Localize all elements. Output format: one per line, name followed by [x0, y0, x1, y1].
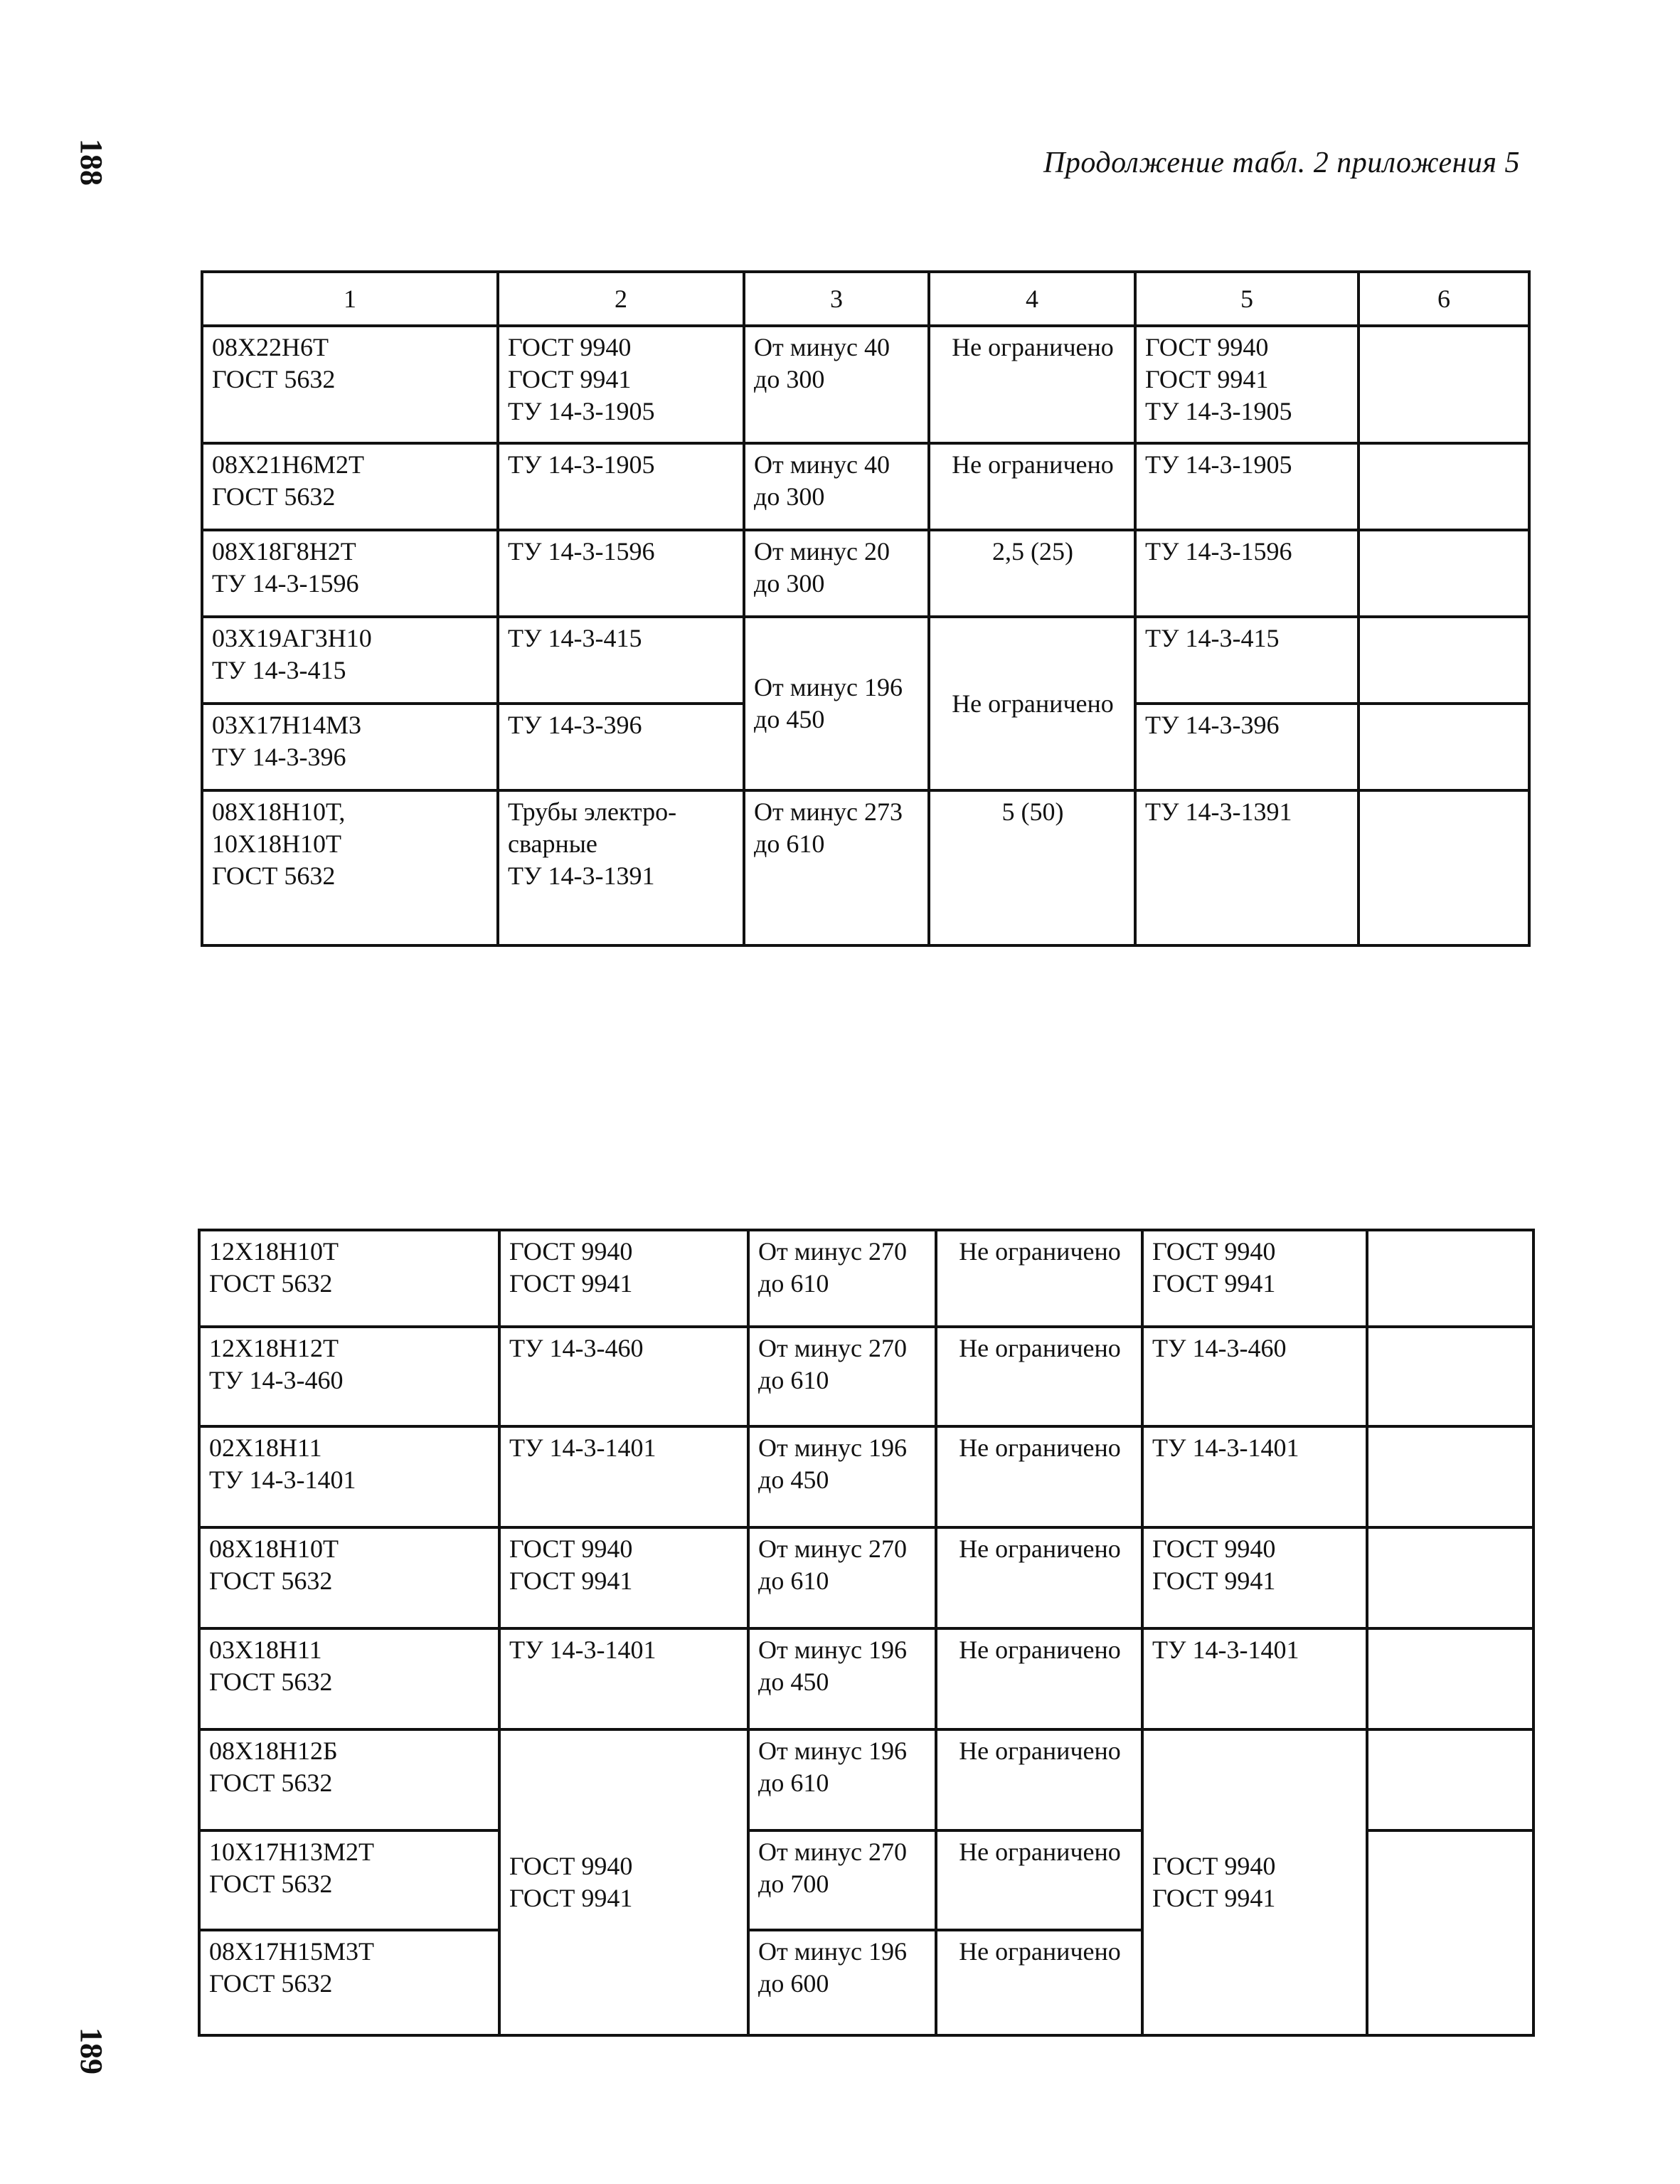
temperature-cell: От минус 270 до 610	[748, 1327, 936, 1426]
pressure-cell: Не ограничено	[936, 1230, 1142, 1327]
test-standard-cell: ГОСТ 9940 ГОСТ 9941	[1142, 1230, 1367, 1327]
pipe-standard-cell: ТУ 14-3-1401	[499, 1628, 748, 1729]
test-standard-cell: ТУ 14-3-1401	[1142, 1628, 1367, 1729]
temperature-cell: От минус 273 до 610	[744, 790, 929, 945]
steel-grade-cell: 08Х18Н10Т, 10Х18Н10Т ГОСТ 5632	[202, 790, 498, 945]
note-cell	[1367, 1628, 1533, 1729]
header-cell: 4	[929, 272, 1135, 326]
pressure-cell: Не ограничено	[936, 1930, 1142, 2035]
temperature-cell: От минус 270 до 610	[748, 1527, 936, 1628]
temperature-cell: От минус 196 до 450	[748, 1628, 936, 1729]
table-row	[202, 443, 1529, 530]
pressure-cell: 2,5 (25)	[929, 530, 1135, 617]
note-cell	[1359, 617, 1529, 704]
table-row	[199, 1327, 1533, 1426]
note-cell	[1367, 1230, 1533, 1327]
page-heading: Продолжение табл. 2 приложения 5	[1043, 147, 1520, 179]
steel-grade-cell: 10Х17Н13М2Т ГОСТ 5632	[199, 1830, 499, 1930]
pressure-cell: Не ограничено	[929, 617, 1135, 790]
table-row	[199, 1426, 1533, 1527]
steel-grade-cell: 08Х17Н15М3Т ГОСТ 5632	[199, 1930, 499, 2035]
table-row	[199, 1230, 1533, 1327]
pipe-standard-cell: ТУ 14-3-1401	[499, 1426, 748, 1527]
note-cell	[1367, 1830, 1533, 2035]
pressure-cell: Не ограничено	[936, 1327, 1142, 1426]
test-standard-cell: ТУ 14-3-1596	[1135, 530, 1359, 617]
table-row	[199, 1628, 1533, 1729]
steel-grade-cell: 08Х21Н6М2Т ГОСТ 5632	[202, 443, 498, 530]
temperature-cell: От минус 196 до 600	[748, 1930, 936, 2035]
steel-grade-cell: 02Х18Н11 ТУ 14-3-1401	[199, 1426, 499, 1527]
pressure-cell: Не ограничено	[936, 1426, 1142, 1527]
pipe-standard-cell: ГОСТ 9940 ГОСТ 9941	[499, 1527, 748, 1628]
table-bottom	[198, 1229, 1535, 2037]
test-standard-cell: ТУ 14-3-1391	[1135, 790, 1359, 945]
note-cell	[1359, 326, 1529, 443]
test-standard-cell: ГОСТ 9940 ГОСТ 9941	[1142, 1527, 1367, 1628]
steel-grade-cell: 03Х17Н14М3 ТУ 14-3-396	[202, 704, 498, 790]
pipe-standard-cell: ТУ 14-3-1905	[498, 443, 744, 530]
note-cell	[1359, 443, 1529, 530]
pressure-cell: Не ограничено	[936, 1729, 1142, 1830]
temperature-cell: От минус 270 до 700	[748, 1830, 936, 1930]
note-cell	[1367, 1729, 1533, 1830]
test-standard-cell: ТУ 14-3-1905	[1135, 443, 1359, 530]
test-standard-cell: ТУ 14-3-396	[1135, 704, 1359, 790]
temperature-cell: От минус 196 до 610	[748, 1729, 936, 1830]
temperature-cell: От минус 196 до 450	[748, 1426, 936, 1527]
test-standard-cell: ТУ 14-3-415	[1135, 617, 1359, 704]
test-standard-cell: ТУ 14-3-1401	[1142, 1426, 1367, 1527]
header-cell: 2	[498, 272, 744, 326]
steel-grade-cell: 03Х19АГ3Н10 ТУ 14-3-415	[202, 617, 498, 704]
pressure-cell: Не ограничено	[929, 443, 1135, 530]
pipe-standard-cell: ТУ 14-3-396	[498, 704, 744, 790]
page-number-top: 188	[74, 139, 109, 186]
pressure-cell: 5 (50)	[929, 790, 1135, 945]
note-cell	[1367, 1527, 1533, 1628]
note-cell	[1367, 1426, 1533, 1527]
steel-grade-cell: 03Х18Н11 ГОСТ 5632	[199, 1628, 499, 1729]
pressure-cell: Не ограничено	[929, 326, 1135, 443]
table-row	[202, 530, 1529, 617]
table-header-row	[202, 272, 1529, 326]
steel-grade-cell: 12Х18Н10Т ГОСТ 5632	[199, 1230, 499, 1327]
steel-grade-cell: 08Х22Н6Т ГОСТ 5632	[202, 326, 498, 443]
pipe-standard-cell: ГОСТ 9940 ГОСТ 9941	[499, 1230, 748, 1327]
note-cell	[1367, 1327, 1533, 1426]
pressure-cell: Не ограничено	[936, 1830, 1142, 1930]
pressure-cell: Не ограничено	[936, 1628, 1142, 1729]
note-cell	[1359, 790, 1529, 945]
pipe-standard-cell: ТУ 14-3-1596	[498, 530, 744, 617]
steel-grade-cell: 12Х18Н12Т ТУ 14-3-460	[199, 1327, 499, 1426]
table-row	[199, 1527, 1533, 1628]
table-row	[199, 1729, 1533, 1830]
table-row	[202, 617, 1529, 704]
header-cell: 3	[744, 272, 929, 326]
header-cell: 6	[1359, 272, 1529, 326]
note-cell	[1359, 704, 1529, 790]
steel-grade-cell: 08Х18Г8Н2Т ТУ 14-3-1596	[202, 530, 498, 617]
temperature-cell: От минус 20 до 300	[744, 530, 929, 617]
header-cell: 1	[202, 272, 498, 326]
header-cell: 5	[1135, 272, 1359, 326]
pipe-standard-cell: ТУ 14-3-460	[499, 1327, 748, 1426]
steel-grade-cell: 08Х18Н10Т ГОСТ 5632	[199, 1527, 499, 1628]
test-standard-cell: ТУ 14-3-460	[1142, 1327, 1367, 1426]
temperature-cell: От минус 270 до 610	[748, 1230, 936, 1327]
page-number-bottom: 189	[74, 2027, 109, 2074]
table-top	[201, 270, 1531, 947]
pipe-standard-cell: ТУ 14-3-415	[498, 617, 744, 704]
note-cell	[1359, 530, 1529, 617]
pipe-standard-cell: ГОСТ 9940 ГОСТ 9941 ТУ 14-3-1905	[498, 326, 744, 443]
temperature-cell: От минус 40 до 300	[744, 443, 929, 530]
test-standard-cell: ГОСТ 9940 ГОСТ 9941	[1142, 1729, 1367, 2035]
temperature-cell: От минус 40 до 300	[744, 326, 929, 443]
pipe-standard-cell: ГОСТ 9940 ГОСТ 9941	[499, 1729, 748, 2035]
pressure-cell: Не ограничено	[936, 1527, 1142, 1628]
pipe-standard-cell: Трубы электро- сварные ТУ 14-3-1391	[498, 790, 744, 945]
table-row	[202, 326, 1529, 443]
temperature-cell: От минус 196 до 450	[744, 617, 929, 790]
test-standard-cell: ГОСТ 9940 ГОСТ 9941 ТУ 14-3-1905	[1135, 326, 1359, 443]
steel-grade-cell: 08Х18Н12Б ГОСТ 5632	[199, 1729, 499, 1830]
table-row	[202, 790, 1529, 945]
